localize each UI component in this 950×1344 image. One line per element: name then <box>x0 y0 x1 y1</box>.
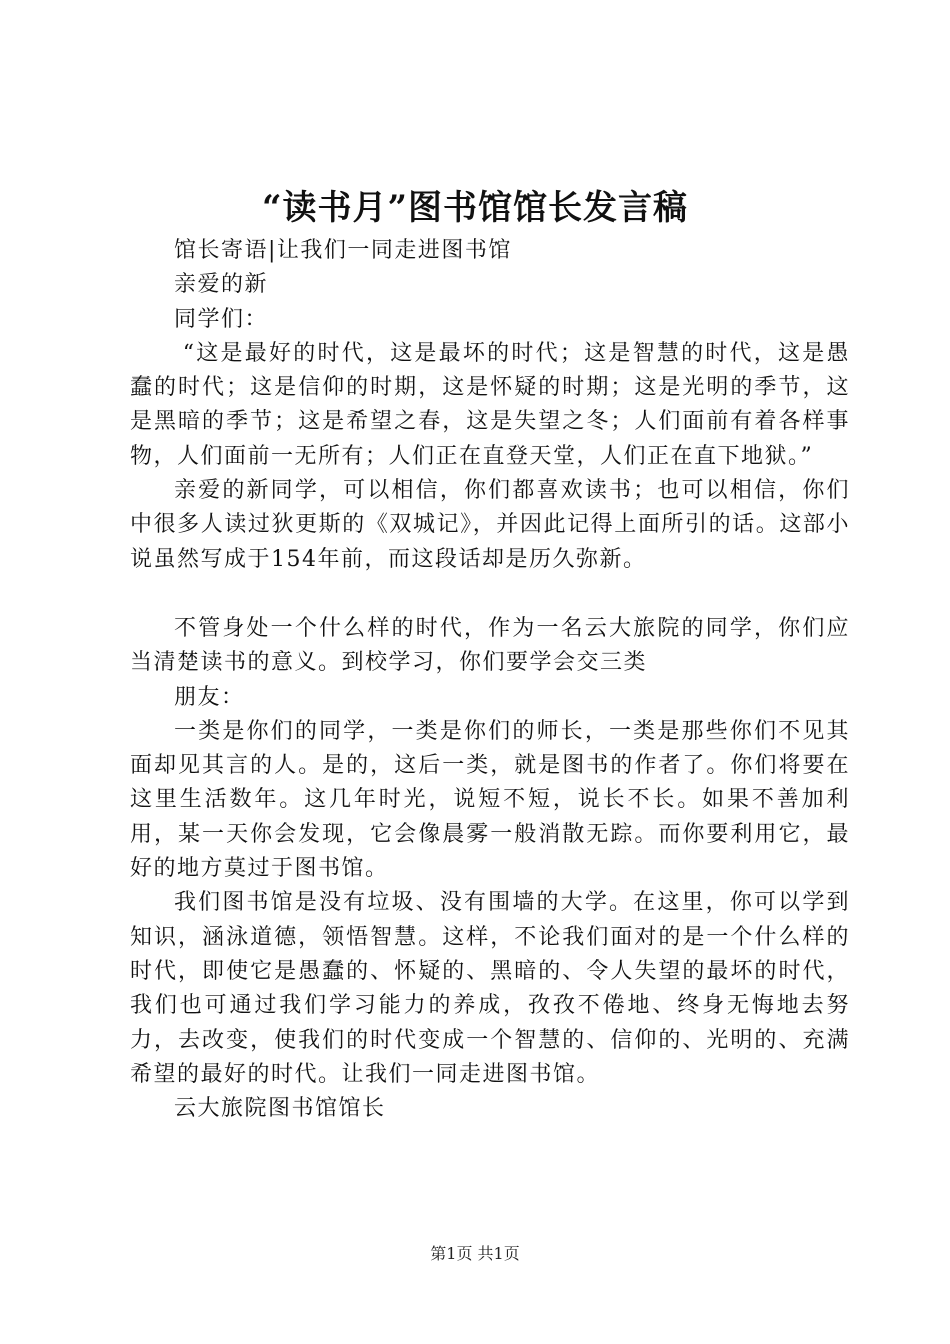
document-title: “读书月”图书馆馆长发言稿 <box>261 188 689 228</box>
document-body <box>130 234 850 1126</box>
paragraph-era: 不管身处一个什么样的时代，作为一名云大旅院的同学，你们应当清楚读书的意义。到校学习，你们要学会交三类 <box>130 615 850 676</box>
paragraph-dickens: 亲爱的新同学，可以相信，你们都喜欢读书；也可以相信，你们中很多人读过狄更斯的《双城记》，并因此记得上面所引的话。这部小说虽然写成于154年前，而这段话却是历久弥新。 <box>130 478 850 572</box>
paragraph-header: 馆长寄语|让我们一同走进图书馆 <box>174 238 512 263</box>
paragraph-signature: 云大旅院图书馆馆长 <box>174 1096 386 1122</box>
paragraph-library: 我们图书馆是没有垃圾、没有围墙的大学。在这里，你可以学到知识，涵泳道德，领悟智慧。这样，不论我们面对的是一个什么样的时代，即使它是愚蠢的、怀疑的、黑暗的、令人失望的最坏的时代，我们也可通过我们学习能力的养成，孜孜不倦地、终身无悔地去努力，去改变，使我们的时代变成一个智慧的、信仰的、光明的、充满希望的最好的时代。让我们一同走进图书馆。 <box>130 890 850 1087</box>
paragraph-three-kinds: 一类是你们的同学，一类是你们的师长，一类是那些你们不见其面却见其言的人。是的，这后一类，就是图书的作者了。你们将要在这里生活数年。这几年时光，说短不短，说长不长。如果不善加利用，某一天你会发现，它会像晨雾一般消散无踪。而你要利用它，最好的地方莫过于图书馆。 <box>130 718 850 882</box>
paragraph-quote: “这是最好的时代，这是最坏的时代；这是智慧的时代，这是愚蠢的时代；这是信仰的时期，这是怀疑的时期；这是光明的季节，这是黑暗的季节；这是希望之春，这是失望之冬；人们面前有着各样事物，人们面前一无所有；人们正在直登天堂，人们正在直下地狱。” <box>130 340 850 469</box>
paragraph-friends: 朋友： <box>174 684 245 710</box>
page-footer: 第1页 共1页 <box>430 1244 520 1263</box>
paragraph-salutation-2: 同学们： <box>174 306 269 332</box>
paragraph-gap <box>130 577 850 612</box>
paragraph-salutation-1: 亲爱的新 <box>174 272 269 298</box>
